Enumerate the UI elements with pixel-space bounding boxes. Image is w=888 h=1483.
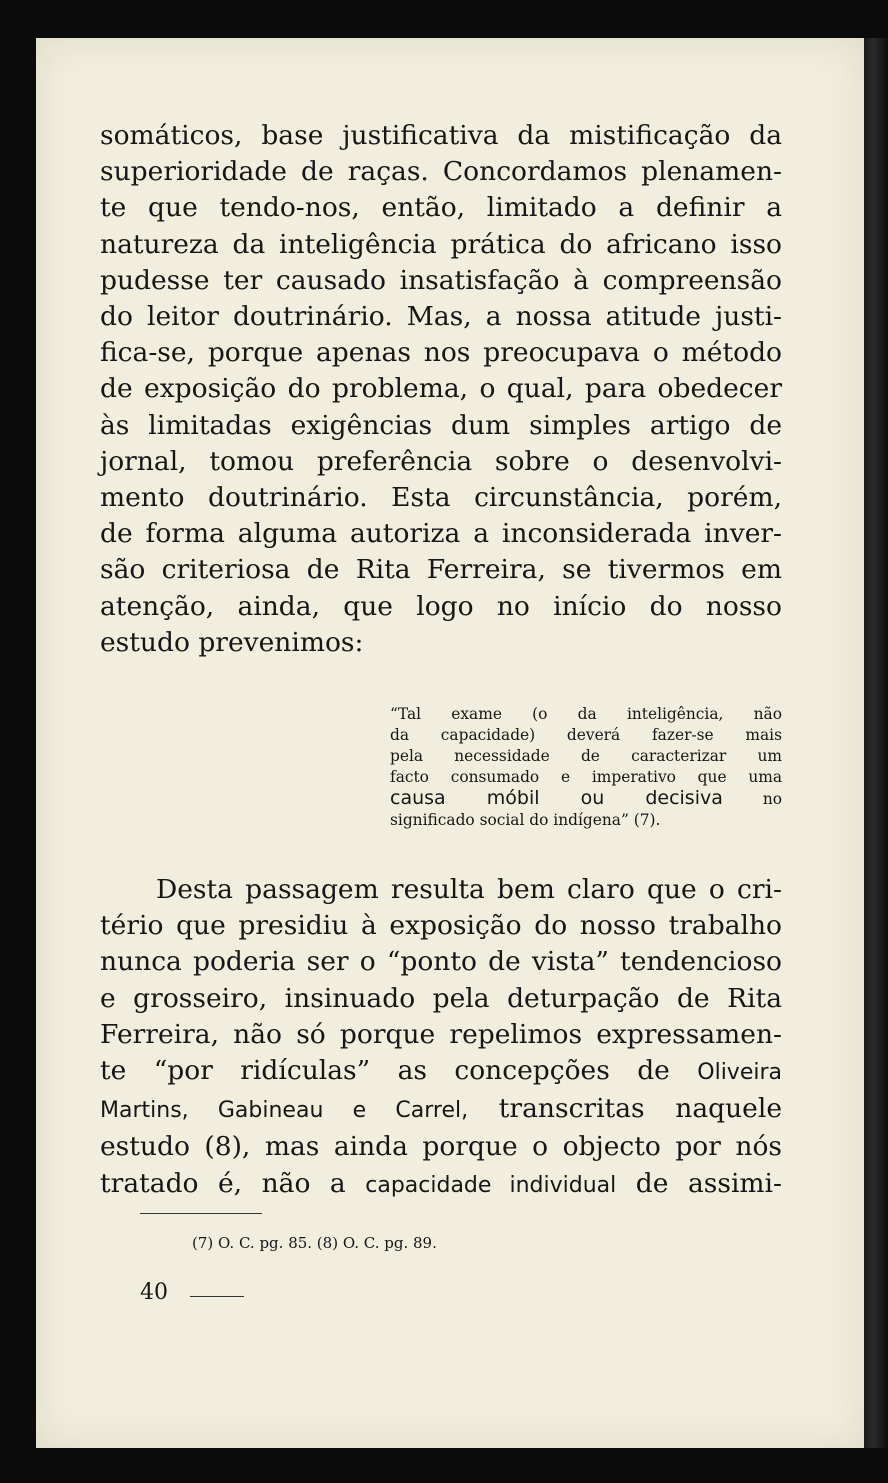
page-edge: [864, 38, 888, 1448]
text-line: [100, 1166, 782, 1204]
text-line: são criteriosa de Rita Ferreira, se tivermos em: [100, 554, 782, 586]
text-segment: transcritas naquele: [498, 1093, 782, 1125]
page-number-dash: [190, 1296, 244, 1297]
text-line: estudo prevenimos:: [100, 626, 364, 658]
quote-line: [390, 788, 782, 810]
page-number: 40: [140, 1280, 168, 1305]
footnotes: (7) O. C. pg. 85. (8) O. C. pg. 89.: [192, 1234, 437, 1252]
block-quote: [390, 704, 782, 831]
text-line: atenção, ainda, que logo no início do nosso: [100, 590, 782, 622]
text-line: e grosseiro, insinuado pela deturpação de Rita: [100, 982, 782, 1014]
text-segment: te “por ridículas” as concepções de: [100, 1055, 670, 1087]
text-line: natureza da inteligência prática do africano isso: [100, 228, 782, 260]
text-line: tério que presidiu à exposição do nosso trabalho: [100, 910, 782, 942]
text-segment-sans: Martins, Gabineau e Carrel,: [100, 1098, 469, 1124]
text-line: mento doutrinário. Esta circunstância, porém,: [100, 482, 782, 514]
text-line: [100, 1091, 782, 1129]
quote-line: significado social do indígena” (7).: [390, 811, 661, 829]
text-line: estudo (8), mas ainda porque o objecto por nós: [100, 1131, 782, 1163]
text-segment: de assimi-: [635, 1167, 782, 1199]
text-line: fica-se, porque apenas nos preocupava o método: [100, 337, 782, 369]
text-segment-sans: capacidade individual: [365, 1172, 617, 1198]
second-paragraph: [100, 872, 782, 1204]
text-segment-sans: Oliveira: [697, 1060, 782, 1086]
footnote-rule: [140, 1213, 262, 1214]
main-paragraph: [100, 118, 782, 661]
text-line: às limitadas exigências dum simples artigo de: [100, 409, 782, 441]
text-segment: tratado é, não a: [100, 1167, 346, 1199]
text-line: Ferreira, não só porque repelimos expressamen-: [100, 1018, 782, 1050]
text-line: te que tendo-nos, então, limitado a definir a: [100, 192, 782, 224]
text-line: de forma alguma autoriza a inconsiderada inver-: [100, 518, 782, 550]
text-line: somáticos, base justificativa da mistificação da: [100, 120, 782, 151]
text-line: pudesse ter causado insatisfação à compreensão: [100, 264, 782, 296]
text-line: nunca poderia ser o “ponto de vista” tendencioso: [100, 946, 782, 978]
quote-word: no: [762, 790, 782, 808]
quote-emphasis: causa móbil ou decisiva: [390, 787, 723, 809]
text-line: de exposição do problema, o qual, para obedecer: [100, 373, 782, 405]
text-line: do leitor doutrinário. Mas, a nossa atitude justi-: [100, 301, 782, 333]
quote-line: da capacidade) deverá fazer-se mais: [390, 726, 782, 744]
quote-line: “Tal exame (o da inteligência, não: [390, 705, 782, 723]
text-line: jornal, tomou preferência sobre o desenvolvi-: [100, 445, 782, 477]
text-line: Desta passagem resulta bem claro que o cri-: [156, 874, 782, 905]
quote-line: pela necessidade de caracterizar um: [390, 747, 782, 765]
text-line: superioridade de raças. Concordamos plenamen-: [100, 156, 782, 188]
quote-line: facto consumado e imperativo que uma: [390, 768, 782, 786]
text-line: [100, 1053, 782, 1091]
